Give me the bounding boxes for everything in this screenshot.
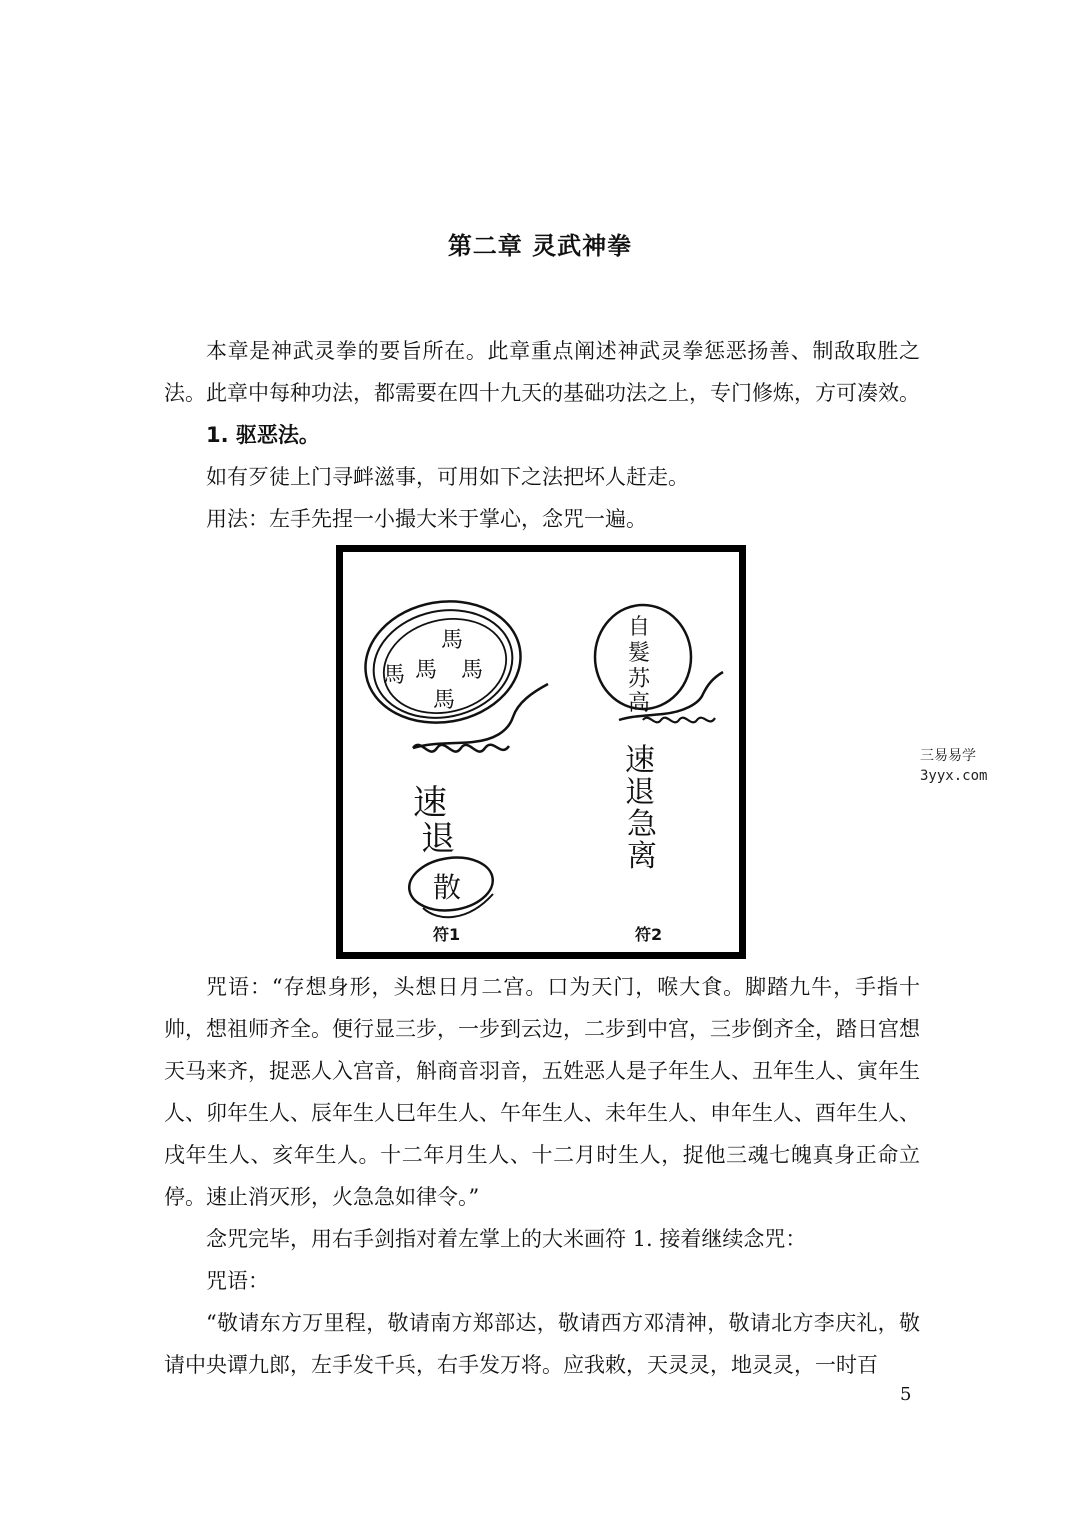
- talisman-drawing: [343, 552, 739, 952]
- t2-circle-char-3: 苏: [628, 667, 651, 692]
- incantation-paragraph-1: 咒语：“存想身形，头想日月二宫。口为天门，喉大食。脚踏九牛，手指十帅，想祖师齐全。便行显三步，一步到云边，二步到中宫，三步倒齐全，踏日宫想天马来齐，捉恶人入宫音，斛商音羽音，五姓恶人是子年生人、丑年生人、寅年生人、卯年生人、辰年生人巳年生人、午年生人、未年生人、申年生人、酉年生人、戌年生人、亥年生人。十二年月生人、十二月时生人，捉他三魂七魄真身正命立停。速止消灭形，火急急如律令。”: [164, 975, 920, 1209]
- talisman-2-caption: 符2: [635, 925, 663, 944]
- talisman-1: [356, 589, 548, 944]
- talisman-1-caption: 符1: [433, 925, 461, 944]
- talisman-2: [595, 605, 723, 944]
- section-heading: 1. 驱恶法。: [206, 423, 320, 447]
- watermark-line-2: 3yyx.com: [920, 768, 988, 784]
- t1-bottom-char: 散: [433, 871, 462, 904]
- watermark: [920, 746, 987, 786]
- t2-circle-char-1: 自: [628, 615, 651, 640]
- watermark-line-1: 三易易学: [920, 748, 976, 764]
- t2-vertical-char-3: 急: [627, 807, 657, 842]
- incantation-label: 咒语：: [206, 1269, 269, 1293]
- after-incantation-line: 念咒完毕，用右手剑指对着左掌上的大米画符 1. 接着继续念咒：: [206, 1227, 807, 1251]
- page-title: 第二章 灵武神拳: [447, 232, 633, 260]
- intro-paragraph: 本章是神武灵拳的要旨所在。此章重点阐述神武灵拳惩恶扬善、制敌取胜之法。此章中每种功法，都需要在四十九天的基础功法之上，专门修炼，方可凑效。: [164, 339, 920, 405]
- t1-circle-char-1: 馬: [441, 628, 464, 653]
- t1-circle-char-3: 馬: [415, 658, 438, 683]
- page-number: 5: [900, 1384, 912, 1405]
- talisman-figure: [336, 545, 746, 959]
- t1-circle-char-4: 馬: [461, 658, 484, 683]
- t2-vertical-char-1: 速: [625, 743, 655, 778]
- t1-vertical-char-2: 退: [421, 819, 455, 859]
- t1-vertical-char-1: 速: [413, 783, 447, 823]
- purpose-line: 如有歹徒上门寻衅滋事，可用如下之法把坏人赶走。: [206, 465, 689, 489]
- t1-circle-char-5: 馬: [433, 688, 456, 713]
- t2-circle-char-2: 髮: [628, 641, 651, 666]
- t2-vertical-char-2: 退: [625, 775, 655, 810]
- t2-circle-char-4: 高: [628, 691, 651, 716]
- usage-line: 用法：左手先捏一小撮大米于掌心，念咒一遍。: [206, 507, 647, 531]
- incantation-paragraph-2: “敬请东方万里程，敬请南方郑部达，敬请西方邓清神，敬请北方李庆礼，敬请中央谭九郎，左手发千兵，右手发万将。应我敕，天灵灵，地灵灵，一时百: [164, 1311, 920, 1377]
- t1-circle-char-2: 馬: [383, 663, 406, 688]
- t2-vertical-char-4: 离: [627, 839, 657, 874]
